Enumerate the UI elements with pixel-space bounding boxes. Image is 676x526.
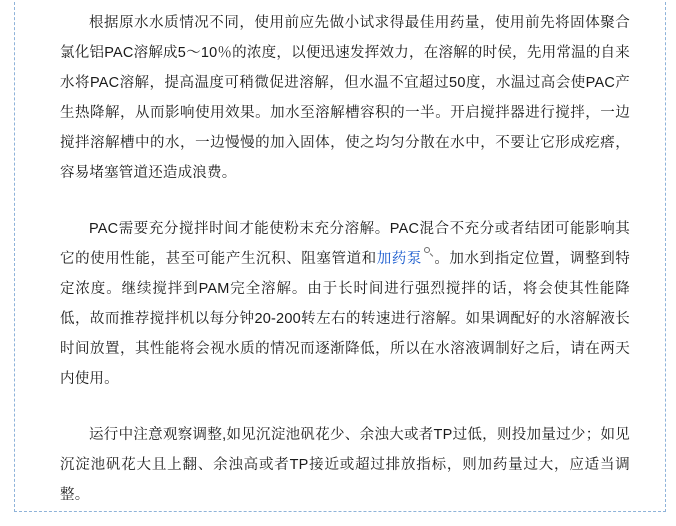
paragraph-2-lead: PAC需要充分搅拌时间才能使粉末充分溶解。PAC混合不充分或者结团可能影响其它的使用性能，甚至可能产生沉积、阻塞管道和 xyxy=(60,221,630,267)
paragraph-2-tail: 。加水到指定位置，调整到特定浓度。继续搅拌到PAM完全溶解。由于长时间进行强烈搅拌的话，将会使其性能降低，故而推荐搅拌机以每分钟20-200转左右的转速进行溶解。如果调配好的水溶解液长时间放置，其性能将会视水质的情况而逐渐降低，所以在水溶液调制好之后，请在两天内使用。 xyxy=(60,251,630,387)
dosing-pump-link[interactable]: 加药泵 xyxy=(376,251,422,267)
paragraph-1: 根据原水水质情况不同，使用前应先做小试求得最佳用药量，使用前先将固体聚合氯化铝PAC溶解成5～10％的浓度，以便迅速发挥效力，在溶解的时侯，先用常温的自来水将PAC溶解，提高温度可稍微促进溶解，但水温不宜超过50度，水温过高会使PAC产生热降解，从而影响使用效果。加水至溶解槽容积的一半。开启搅拌器进行搅拌，一边搅拌溶解槽中的水，一边慢慢的加入固体，使之均匀分散在水中，不要让它形成疙瘩，容易堵塞管道还造成浪费。 xyxy=(60,15,630,181)
search-icon[interactable] xyxy=(423,246,434,257)
article-body xyxy=(60,8,630,510)
paragraph-2 xyxy=(60,214,630,394)
paragraph-3: 运行中注意观察调整,如见沉淀池矾花少、余浊大或者TP过低，则投加量过少；如见沉淀池矾花大且上翻、余浊高或者TP接近或超过排放指标，则加药量过大，应适当调整。 xyxy=(60,427,630,503)
